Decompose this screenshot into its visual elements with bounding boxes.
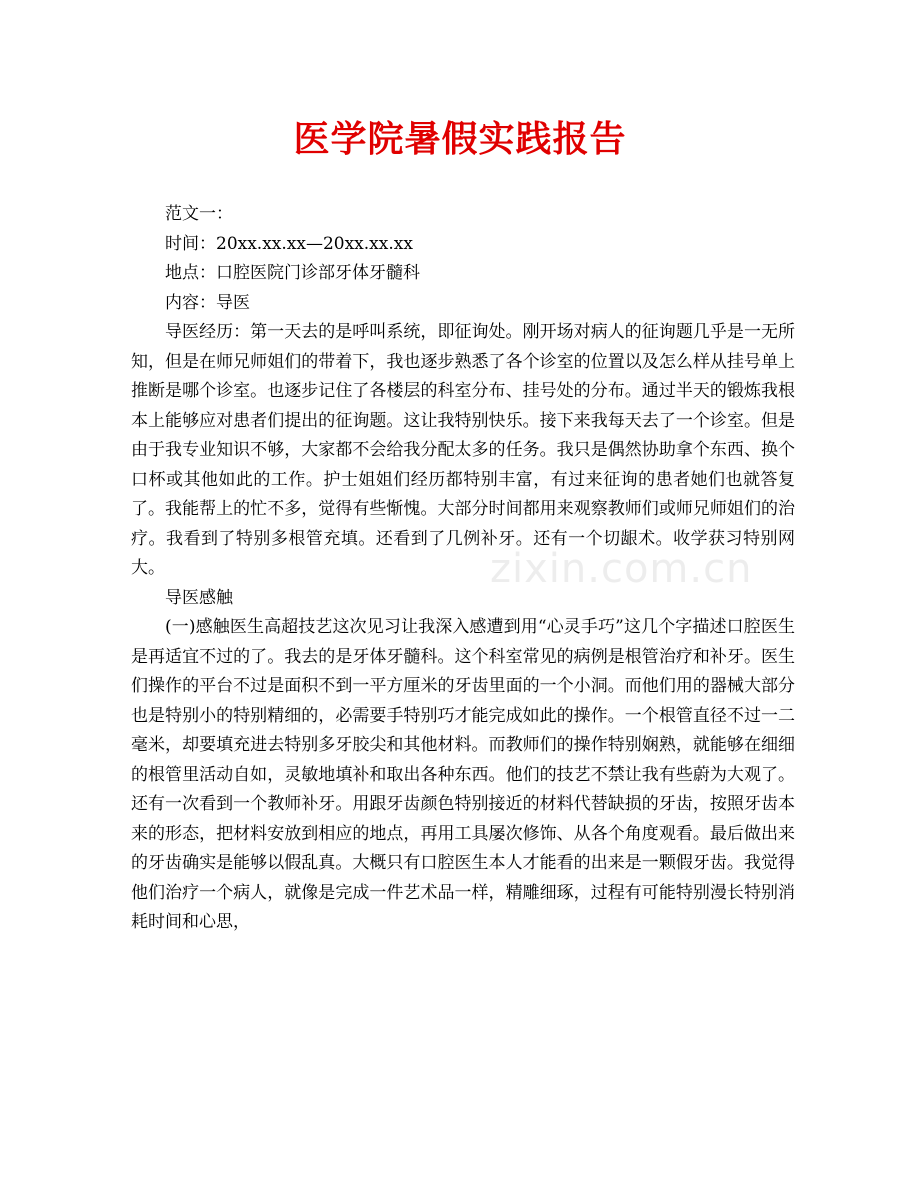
paragraph-heading-feelings: 导医感触	[165, 587, 233, 608]
paragraph-time: 时间：20xx.xx.xx—20xx.xx.xx	[165, 233, 413, 254]
document-body	[131, 200, 795, 938]
watermark: zixin.com.cn	[490, 546, 753, 592]
paragraph-label-fanwen: 范文一：	[165, 204, 233, 224]
paragraph-content: 内容：导医	[165, 292, 250, 313]
paragraph-experience: 导医经历：第一天去的是呼叫系统，即征询处。刚开场对病人的征询题几乎是一无所知，但是在师兄师姐们的带着下，我也逐步熟悉了各个诊室的位置以及怎么样从挂号单上推断是哪个诊室。也逐步记住了各楼层的科室分布、挂号处的分布。通过半天的锻炼我根本上能够应对患者们提出的征询题。这让我特别快乐。接下来我每天去了一个诊室。但是由于我专业知识不够，大家都不会给我分配太多的任务。我只是偶然协助拿个东西、换个口杯或其他如此的工作。护士姐姐们经历都特别丰富，有过来征询的患者她们也就答复了。我能帮上的忙不多，觉得有些惭愧。大部分时间都用来观察教师们或师兄师姐们的治疗。我看到了特别多根管充填。还看到了几例补牙。还有一个切龈术。收学获习特别网大。	[131, 322, 795, 578]
paragraph-location: 地点：口腔医院门诊部牙体牙髓科	[165, 263, 420, 283]
paragraph-feelings-1: (一)感触医生高超技艺这次见习让我深入感遭到用“心灵手巧”这几个字描述口腔医生是再适宜不过的了。我去的是牙体牙髓科。这个科室常见的病例是根管治疗和补牙。医生们操作的平台不过是面积不到一平方厘米的牙齿里面的一个小洞。而他们用的器械大部分也是特别小的特别精细的，必需要手特别巧才能完成如此的操作。一个根管直径不过一二毫米，却要填充进去特别多牙胶尖和其他材料。而教师们的操作特别娴熟，就能够在细细的根管里活动自如，灵敏地填补和取出各种东西。他们的技艺不禁让我有些蔚为大观了。还有一次看到一个教师补牙。用跟牙齿颜色特别接近的材料代替缺损的牙齿，按照牙齿本来的形态，把材料安放到相应的地点，再用工具屡次修饰、从各个角度观看。最后做出来的牙齿确实是能够以假乱真。大概只有口腔医生本人才能看的出来是一颗假牙齿。我觉得他们治疗一个病人，就像是完成一件艺术品一样，精雕细琢，过程有可能特别漫长特别消耗时间和心思，	[131, 617, 795, 932]
document-title: 医学院暑假实践报告	[293, 118, 627, 160]
